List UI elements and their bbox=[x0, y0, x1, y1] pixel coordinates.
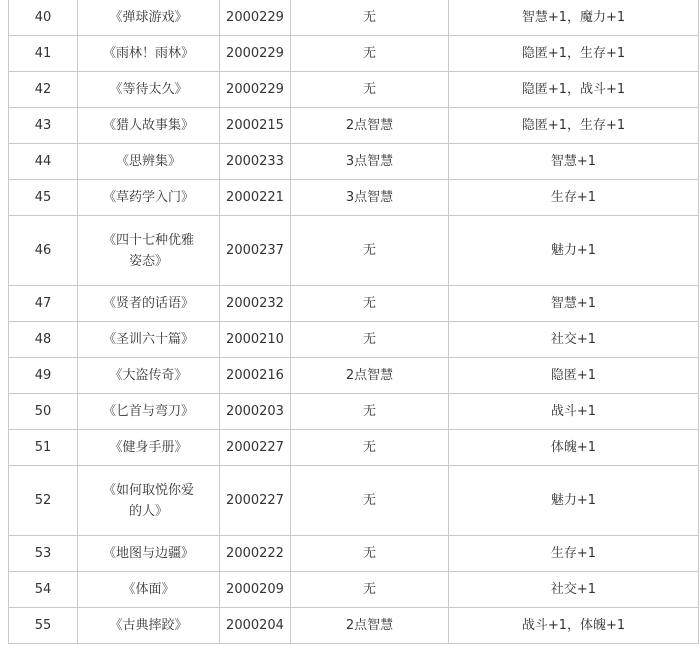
cell-item-id: 2000209 bbox=[220, 572, 291, 608]
cell-book-title: 《大盗传奇》 bbox=[78, 358, 220, 394]
cell-item-id: 2000215 bbox=[220, 108, 291, 144]
cell-effect: 社交+1 bbox=[449, 322, 699, 358]
cell-book-title: 《地图与边疆》 bbox=[78, 536, 220, 572]
cell-requirement: 无 bbox=[291, 394, 449, 430]
cell-book-title: 《健身手册》 bbox=[78, 430, 220, 466]
cell-number: 41 bbox=[9, 36, 78, 72]
cell-item-id: 2000222 bbox=[220, 536, 291, 572]
cell-effect: 隐匿+1 bbox=[449, 358, 699, 394]
cell-item-id: 2000229 bbox=[220, 36, 291, 72]
cell-requirement: 2点智慧 bbox=[291, 108, 449, 144]
table-row bbox=[9, 358, 699, 394]
cell-requirement: 无 bbox=[291, 216, 449, 286]
cell-number: 52 bbox=[9, 466, 78, 536]
cell-requirement: 2点智慧 bbox=[291, 608, 449, 644]
table-row bbox=[9, 608, 699, 644]
cell-book-title: 《古典摔跤》 bbox=[78, 608, 220, 644]
cell-number: 49 bbox=[9, 358, 78, 394]
cell-book-title: 《如何取悦你爱的人》 bbox=[78, 466, 220, 536]
cell-item-id: 2000229 bbox=[220, 0, 291, 36]
cell-effect: 智慧+1，魔力+1 bbox=[449, 0, 699, 36]
cell-requirement: 无 bbox=[291, 72, 449, 108]
cell-number: 54 bbox=[9, 572, 78, 608]
cell-book-title: 《体面》 bbox=[78, 572, 220, 608]
cell-item-id: 2000233 bbox=[220, 144, 291, 180]
cell-effect: 社交+1 bbox=[449, 572, 699, 608]
cell-effect: 智慧+1 bbox=[449, 286, 699, 322]
cell-item-id: 2000227 bbox=[220, 466, 291, 536]
cell-requirement: 无 bbox=[291, 466, 449, 536]
cell-book-title: 《雨林！雨林》 bbox=[78, 36, 220, 72]
cell-item-id: 2000227 bbox=[220, 430, 291, 466]
cell-effect: 隐匿+1，生存+1 bbox=[449, 36, 699, 72]
cell-book-title: 《等待太久》 bbox=[78, 72, 220, 108]
cell-requirement: 无 bbox=[291, 322, 449, 358]
cell-effect: 魅力+1 bbox=[449, 466, 699, 536]
cell-book-title: 《猎人故事集》 bbox=[78, 108, 220, 144]
cell-item-id: 2000221 bbox=[220, 180, 291, 216]
cell-number: 48 bbox=[9, 322, 78, 358]
cell-book-title: 《思辨集》 bbox=[78, 144, 220, 180]
table-row bbox=[9, 572, 699, 608]
cell-effect: 隐匿+1，生存+1 bbox=[449, 108, 699, 144]
table-row bbox=[9, 72, 699, 108]
cell-item-id: 2000232 bbox=[220, 286, 291, 322]
cell-item-id: 2000204 bbox=[220, 608, 291, 644]
books-table-body bbox=[9, 0, 699, 644]
cell-number: 50 bbox=[9, 394, 78, 430]
cell-book-title: 《圣训六十篇》 bbox=[78, 322, 220, 358]
table-row bbox=[9, 36, 699, 72]
cell-item-id: 2000216 bbox=[220, 358, 291, 394]
table-row bbox=[9, 394, 699, 430]
cell-book-title: 《草药学入门》 bbox=[78, 180, 220, 216]
cell-requirement: 无 bbox=[291, 536, 449, 572]
cell-requirement: 无 bbox=[291, 36, 449, 72]
cell-requirement: 无 bbox=[291, 430, 449, 466]
books-table bbox=[8, 0, 699, 644]
cell-book-title: 《匕首与弯刀》 bbox=[78, 394, 220, 430]
cell-number: 44 bbox=[9, 144, 78, 180]
table-row bbox=[9, 216, 699, 286]
table-row bbox=[9, 536, 699, 572]
table-row bbox=[9, 108, 699, 144]
cell-number: 46 bbox=[9, 216, 78, 286]
cell-effect: 战斗+1，体魄+1 bbox=[449, 608, 699, 644]
cell-effect: 体魄+1 bbox=[449, 430, 699, 466]
cell-effect: 生存+1 bbox=[449, 180, 699, 216]
cell-item-id: 2000203 bbox=[220, 394, 291, 430]
cell-number: 42 bbox=[9, 72, 78, 108]
table-row bbox=[9, 322, 699, 358]
cell-effect: 战斗+1 bbox=[449, 394, 699, 430]
cell-requirement: 2点智慧 bbox=[291, 358, 449, 394]
cell-requirement: 无 bbox=[291, 0, 449, 36]
cell-book-title: 《弹球游戏》 bbox=[78, 0, 220, 36]
cell-effect: 隐匿+1，战斗+1 bbox=[449, 72, 699, 108]
cell-number: 43 bbox=[9, 108, 78, 144]
cell-requirement: 3点智慧 bbox=[291, 180, 449, 216]
table-row bbox=[9, 144, 699, 180]
cell-book-title: 《贤者的话语》 bbox=[78, 286, 220, 322]
cell-item-id: 2000237 bbox=[220, 216, 291, 286]
table-row bbox=[9, 430, 699, 466]
table-row bbox=[9, 180, 699, 216]
cell-item-id: 2000210 bbox=[220, 322, 291, 358]
cell-effect: 魅力+1 bbox=[449, 216, 699, 286]
cell-number: 51 bbox=[9, 430, 78, 466]
cell-number: 40 bbox=[9, 0, 78, 36]
cell-requirement: 无 bbox=[291, 286, 449, 322]
cell-book-title: 《四十七种优雅姿态》 bbox=[78, 216, 220, 286]
table-row bbox=[9, 466, 699, 536]
cell-number: 55 bbox=[9, 608, 78, 644]
table-row bbox=[9, 286, 699, 322]
cell-requirement: 无 bbox=[291, 572, 449, 608]
table-row bbox=[9, 0, 699, 36]
cell-item-id: 2000229 bbox=[220, 72, 291, 108]
cell-number: 45 bbox=[9, 180, 78, 216]
cell-effect: 智慧+1 bbox=[449, 144, 699, 180]
cell-number: 47 bbox=[9, 286, 78, 322]
cell-number: 53 bbox=[9, 536, 78, 572]
cell-effect: 生存+1 bbox=[449, 536, 699, 572]
cell-requirement: 3点智慧 bbox=[291, 144, 449, 180]
